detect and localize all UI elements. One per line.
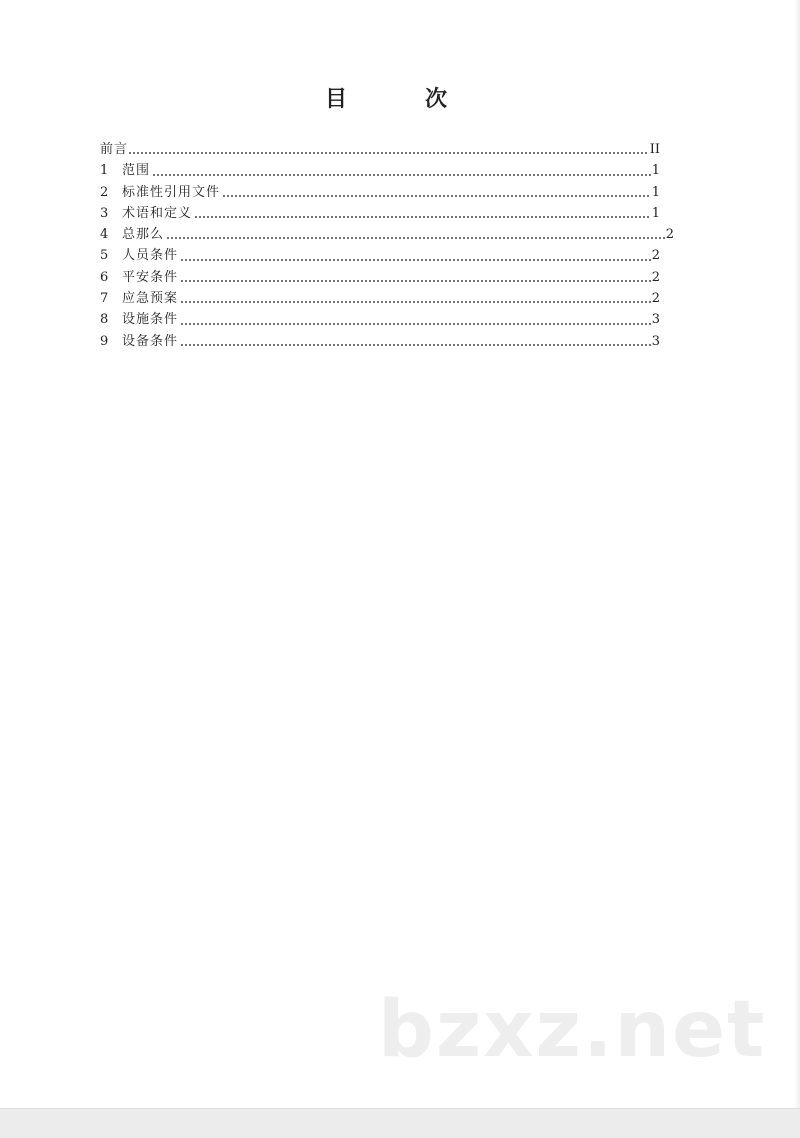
toc-entry-page: 1 [651,205,660,221]
toc-leader-dots [180,280,651,282]
toc-entry-page: 1 [651,184,660,200]
toc-entry-label: 应急预案 [122,291,179,307]
toc-entry-label: 前言 [100,142,129,157]
page-edge-shadow [794,0,800,1108]
toc-entry-number: 6 [100,269,109,285]
toc-leader-dots [194,216,651,218]
toc-entry-page: 2 [651,248,660,264]
toc-entry-label: 设施条件 [122,312,179,328]
watermark: bzxz.net [378,985,767,1075]
toc-entry-personnel[interactable] [100,245,660,266]
toc-entry-label: 术语和定义 [122,205,193,221]
toc-entry-label: 设备条件 [122,333,179,349]
toc-entry-number: 3 [100,205,109,221]
toc-entry-number: 5 [100,248,109,264]
page-separator [0,1108,800,1138]
toc-entry-foreword[interactable] [100,139,660,160]
toc-entry-terms-definitions[interactable] [100,203,660,224]
toc-entry-page: 3 [651,312,660,328]
toc-entry-facilities[interactable] [100,309,660,330]
toc-entry-page: II [649,142,660,157]
toc-entry-page: 2 [651,291,660,307]
toc-entry-number: 4 [100,227,109,243]
toc-leader-dots [166,237,665,239]
toc-entry-label: 标准性引用文件 [122,184,221,200]
toc-entry-number: 2 [100,184,109,200]
toc-entry-label: 人员条件 [122,248,179,264]
toc-leader-dots [128,152,648,154]
page-title: 目 次 [324,87,475,112]
toc-entry-scope[interactable] [100,160,660,181]
toc-entry-general[interactable] [100,224,674,245]
toc-leader-dots [180,323,651,325]
toc-entry-normative-references[interactable] [100,182,660,203]
toc-entry-number: 8 [100,312,109,328]
toc-entry-page: 2 [665,227,674,243]
toc-leader-dots [180,301,651,303]
toc-entry-number: 7 [100,291,109,307]
toc-leader-dots [222,195,651,197]
toc-entry-label: 总那么 [122,227,165,243]
toc-entry-label: 范围 [122,163,151,179]
toc-leader-dots [180,259,651,261]
toc-entry-equipment[interactable] [100,331,660,352]
toc-entry-page: 3 [651,333,660,349]
table-of-contents [100,139,674,352]
toc-entry-emergency-plan[interactable] [100,288,660,309]
toc-leader-dots [152,174,651,176]
toc-leader-dots [180,344,651,346]
toc-entry-page: 2 [651,269,660,285]
toc-entry-number: 1 [100,163,109,179]
toc-entry-safety[interactable] [100,267,660,288]
toc-entry-number: 9 [100,333,109,349]
toc-entry-page: 1 [651,163,660,179]
toc-entry-label: 平安条件 [122,269,179,285]
